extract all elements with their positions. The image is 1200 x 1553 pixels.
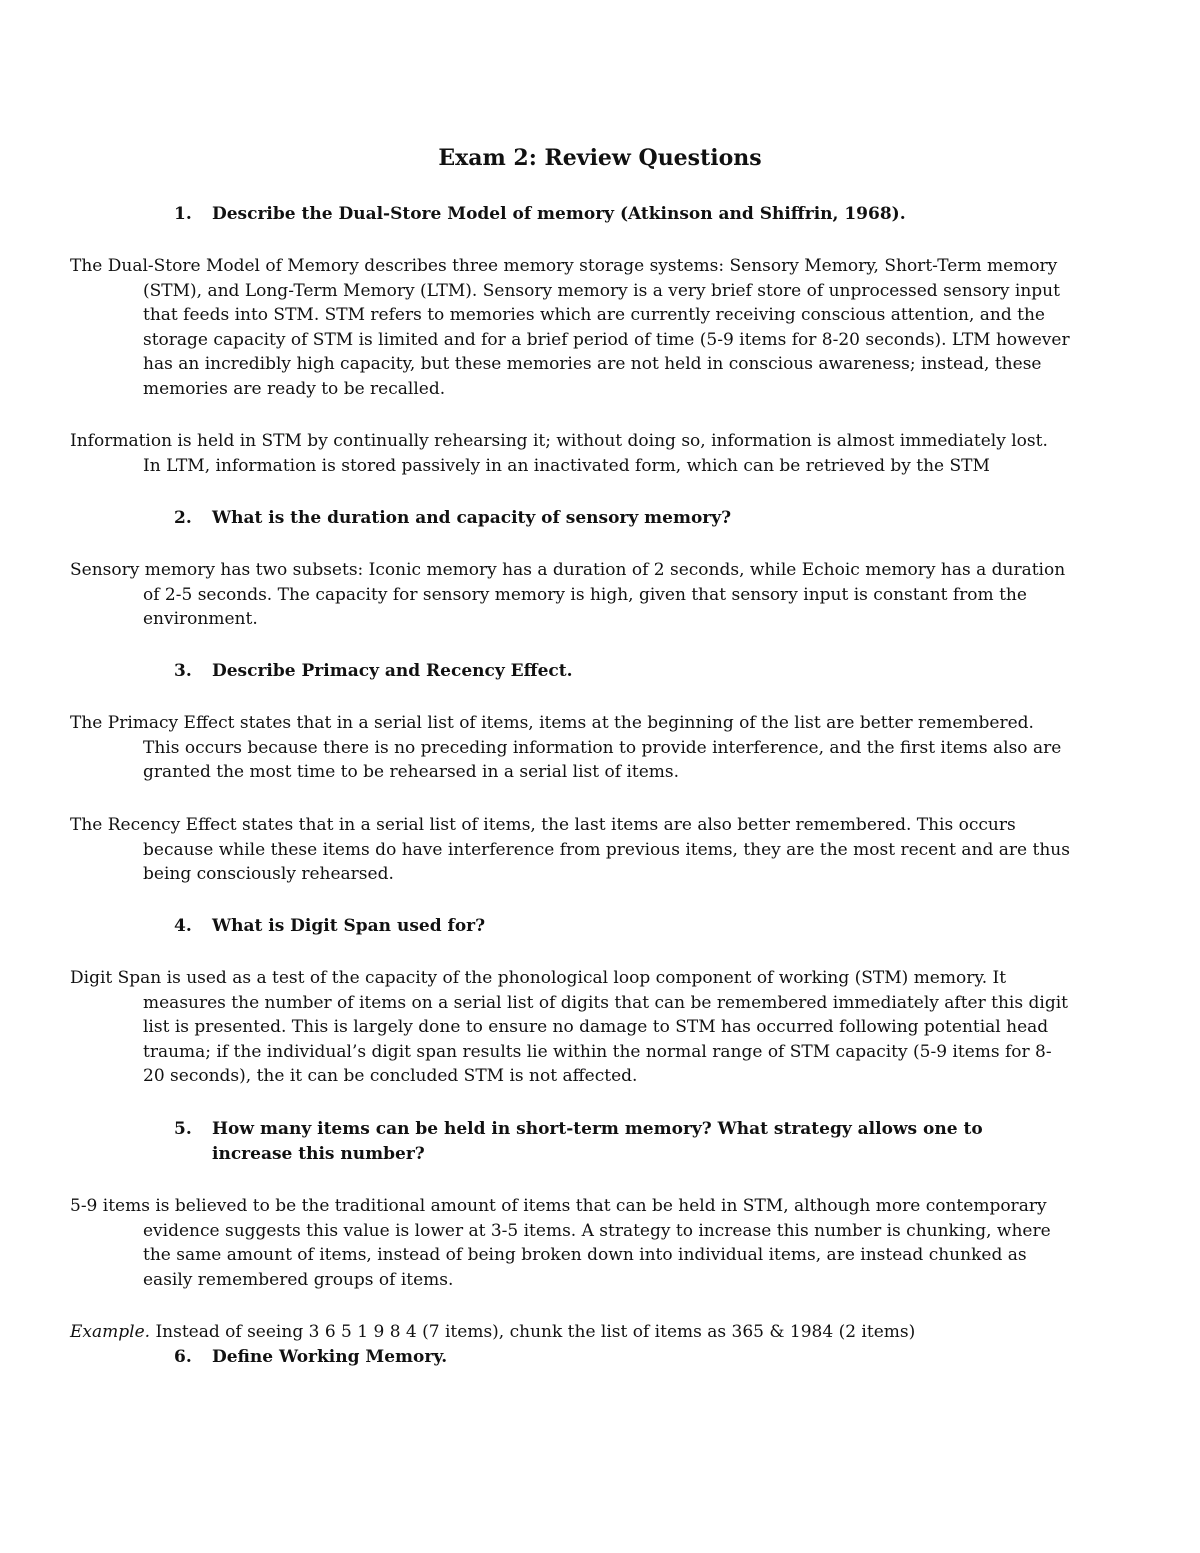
question-text: What is the duration and capacity of sensory memory? — [212, 508, 732, 528]
answer-paragraph: The Recency Effect states that in a serial list of items, the last items are also better remembered. This occurs because while these items do have interference from previous items, they are the most recent and are thus being consciously rehearsed. — [70, 815, 1070, 884]
question-number: 4. — [174, 916, 192, 936]
question-text: What is Digit Span used for? — [212, 916, 486, 936]
question-text: Define Working Memory. — [212, 1347, 448, 1367]
question-3 — [174, 659, 1074, 684]
example-text: Instead of seeing 3 6 5 1 9 8 4 (7 items), chunk the list of items as 365 & 1984 (2 items) — [150, 1322, 916, 1342]
question-number: 2. — [174, 508, 192, 528]
question-5 — [174, 1117, 1054, 1167]
answer-paragraph: Digit Span is used as a test of the capacity of the phonological loop component of working (STM) memory. It measures the number of items on a serial list of digits that can be remembered immediately after this digit list is presented. This is largely done to ensure no damage to STM has occurred following potential head trauma; if the individual’s digit span results lie within the normal range of STM capacity (5-9 items for 8-20 seconds), the it can be concluded STM is not affected. — [70, 968, 1068, 1086]
question-text: How many items can be held in short-term memory? What strategy allows one to increase this number? — [212, 1119, 983, 1164]
question-4 — [174, 914, 1074, 939]
answer-paragraph: Sensory memory has two subsets: Iconic memory has a duration of 2 seconds, while Echoic memory has a duration of 2-5 seconds. The capacity for sensory memory is high, given that sensory input is constant from the environment. — [70, 560, 1066, 629]
page-title: Exam 2: Review Questions — [438, 145, 762, 171]
question-number: 6. — [174, 1347, 192, 1367]
example-line — [70, 1320, 1070, 1345]
question-number: 5. — [174, 1119, 192, 1139]
question-number: 3. — [174, 661, 192, 681]
question-6 — [174, 1345, 1074, 1370]
question-1 — [174, 202, 1074, 227]
question-text: Describe the Dual-Store Model of memory (Atkinson and Shiffrin, 1968). — [212, 204, 906, 224]
question-text: Describe Primacy and Recency Effect. — [212, 661, 573, 681]
answer-paragraph: 5-9 items is believed to be the traditional amount of items that can be held in STM, although more contemporary evidence suggests this value is lower at 3-5 items. A strategy to increase this number is chunking, where the same amount of items, instead of being broken down into individual items, are instead chunked as easily remembered groups of items. — [70, 1196, 1051, 1290]
example-label: Example. — [70, 1322, 151, 1342]
answer-paragraph: Information is held in STM by continually rehearsing it; without doing so, information is almost immediately lost. In LTM, information is stored passively in an inactivated form, which can be retrieved by the STM — [70, 431, 1048, 476]
question-2 — [174, 506, 1074, 531]
answer-paragraph: The Dual-Store Model of Memory describes three memory storage systems: Sensory Memory, Short-Term memory (STM), and Long-Term Memory (LTM). Sensory memory is a very brief store of unprocessed sensory input that feeds into STM. STM refers to memories which are currently receiving conscious attention, and the storage capacity of STM is limited and for a brief period of time (5-9 items for 8-20 seconds). LTM however has an incredibly high capacity, but these memories are not held in conscious awareness; instead, these memories are ready to be recalled. — [70, 256, 1070, 399]
question-number: 1. — [174, 204, 192, 224]
answer-paragraph: The Primacy Effect states that in a serial list of items, items at the beginning of the list are better remembered. This occurs because there is no preceding information to provide interference, and the first items also are granted the most time to be rehearsed in a serial list of items. — [70, 713, 1062, 782]
